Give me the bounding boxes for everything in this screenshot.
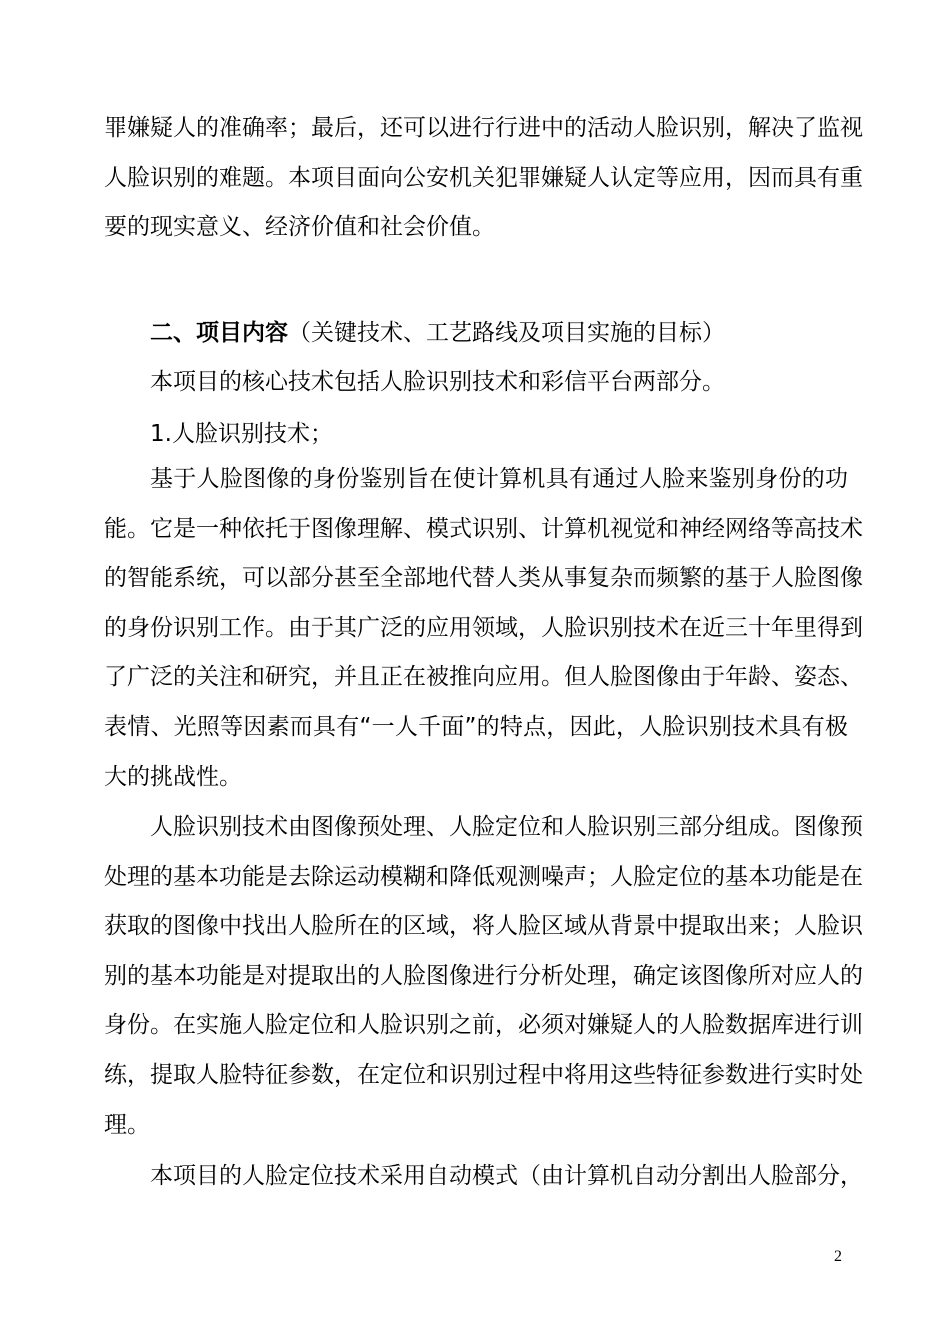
section-heading-title: 二、项目内容 bbox=[150, 320, 288, 346]
paragraph-1-line-3: 的智能系统，可以部分甚至全部地代替人类从事复杂而频繁的基于人脸图像 bbox=[104, 565, 863, 592]
section-heading-line bbox=[104, 309, 848, 359]
paragraph-1-line-7: 大的挑战性。 bbox=[104, 763, 242, 790]
paragraph-2 bbox=[104, 803, 863, 1150]
paragraph-2-line-1: 人脸识别技术由图像预处理、人脸定位和人脸识别三部分组成。图像预 bbox=[150, 814, 863, 840]
paragraph-1 bbox=[104, 455, 863, 802]
section-heading bbox=[104, 309, 848, 359]
subheading bbox=[104, 410, 848, 460]
paragraph-1-line-2: 能。它是一种依托于图像理解、模式识别、计算机视觉和神经网络等高技术 bbox=[104, 515, 863, 542]
intro-paragraph bbox=[104, 104, 863, 253]
paragraph-1-line-6: 表情、光照等因素而具有“一人千面”的特点，因此，人脸识别技术具有极 bbox=[104, 713, 848, 740]
paragraph-2-line-3: 获取的图像中找出人脸所在的区域，将人脸区域从背景中提取出来；人脸识 bbox=[104, 913, 863, 940]
paragraph-2-line-2: 处理的基本功能是去除运动模糊和降低观测噪声；人脸定位的基本功能是在 bbox=[104, 863, 863, 890]
paragraph-1-line-5: 了广泛的关注和研究，并且正在被推向应用。但人脸图像由于年龄、姿态、 bbox=[104, 664, 863, 691]
paragraph-3 bbox=[104, 1152, 863, 1202]
paragraph-2-line-4: 别的基本功能是对提取出的人脸图像进行分析处理，确定该图像所对应人的 bbox=[104, 962, 863, 989]
intro-line-3: 要的现实意义、经济价值和社会价值。 bbox=[104, 214, 495, 241]
intro-line-1: 罪嫌疑人的准确率；最后，还可以进行行进中的活动人脸识别，解决了监视 bbox=[104, 115, 863, 141]
subheading-line: 1.人脸识别技术； bbox=[150, 421, 333, 447]
paragraph-1-line-4: 的身份识别工作。由于其广泛的应用领域，人脸识别技术在近三十年里得到 bbox=[104, 614, 863, 641]
paragraph-1-line-1: 基于人脸图像的身份鉴别旨在使计算机具有通过人脸来鉴别身份的功 bbox=[150, 466, 848, 492]
paragraph-2-line-5: 身份。在实施人脸定位和人脸识别之前，必须对嫌疑人的人脸数据库进行训 bbox=[104, 1012, 863, 1039]
section-intro bbox=[104, 358, 848, 408]
section-intro-line: 本项目的核心技术包括人脸识别技术和彩信平台两部分。 bbox=[150, 369, 725, 395]
paragraph-2-line-7: 理。 bbox=[104, 1111, 150, 1138]
intro-line-2: 人脸识别的难题。本项目面向公安机关犯罪嫌疑人认定等应用，因而具有重 bbox=[104, 164, 863, 191]
section-heading-subtitle: （关键技术、工艺路线及项目实施的目标） bbox=[288, 320, 725, 346]
paragraph-2-line-6: 练，提取人脸特征参数，在定位和识别过程中将用这些特征参数进行实时处 bbox=[104, 1061, 863, 1088]
paragraph-3-line-1: 本项目的人脸定位技术采用自动模式（由计算机自动分割出人脸部分， bbox=[150, 1163, 863, 1189]
page-number: 2 bbox=[834, 1248, 842, 1265]
